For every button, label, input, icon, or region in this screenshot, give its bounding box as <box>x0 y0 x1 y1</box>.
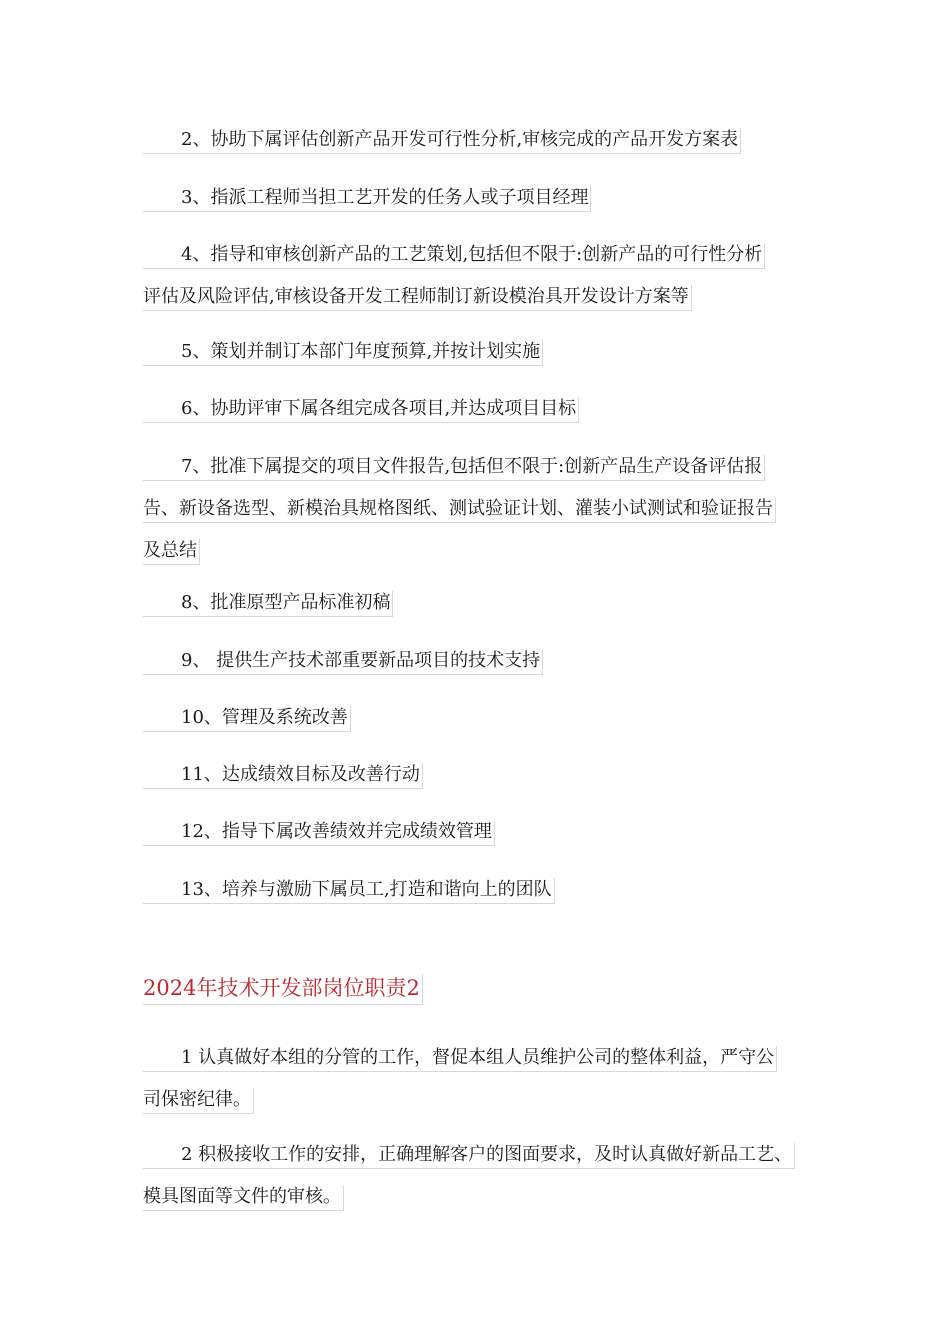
item-line: 12、指导下属改善绩效并完成绩效管理 <box>143 820 495 846</box>
item-line: 7、批准下属提交的项目文件报告,包括但不限于:创新产品生产设备评估报 <box>143 455 765 481</box>
section-item-line: 司保密纪律。 <box>143 1088 254 1114</box>
item-line: 9、 提供生产技术部重要新品项目的技术支持 <box>143 649 543 675</box>
item-line: 告、新设备选型、新模治具规格图纸、测试验证计划、灌装小试测试和验证报告 <box>143 497 776 523</box>
item-line: 3、指派工程师当担工艺开发的任务人或子项目经理 <box>143 186 591 212</box>
list-item <box>143 186 809 228</box>
item-line: 评估及风险评估,审核设备开发工程师制订新设模治具开发设计方案等 <box>143 285 692 311</box>
item-line: 及总结 <box>143 539 200 565</box>
list-item <box>143 340 809 382</box>
item-line: 8、批准原型产品标准初稿 <box>143 591 393 617</box>
item-line: 13、培养与激励下属员工,打造和谐向上的团队 <box>143 878 555 904</box>
item-line: 6、协助评审下属各组完成各项目,并达成项目目标 <box>143 397 579 423</box>
section-item <box>143 1046 809 1130</box>
item-line: 4、指导和审核创新产品的工艺策划,包括但不限于:创新产品的可行性分析 <box>143 243 765 269</box>
item-line: 10、管理及系统改善 <box>143 706 351 732</box>
section-heading-text: 2024年技术开发部岗位职责2 <box>143 974 423 1005</box>
list-item <box>143 397 809 439</box>
section-item-line: 2 积极接收工作的安排，正确理解客户的图面要求，及时认真做好新品工艺、 <box>143 1143 795 1169</box>
list-item <box>143 128 809 170</box>
list-item <box>143 706 809 748</box>
list-item <box>143 878 809 920</box>
list-item <box>143 820 809 862</box>
list-item <box>143 243 809 327</box>
section-item-line: 1 认真做好本组的分管的工作，督促本组人员维护公司的整体利益，严守公 <box>143 1046 777 1072</box>
list-item <box>143 455 809 581</box>
item-line: 5、策划并制订本部门年度预算,并按计划实施 <box>143 340 543 366</box>
item-line: 2、协助下属评估创新产品开发可行性分析,审核完成的产品开发方案表 <box>143 128 741 154</box>
list-item <box>143 591 809 633</box>
list-item <box>143 763 809 805</box>
section-item-line: 模具图面等文件的审核。 <box>143 1185 344 1211</box>
list-item <box>143 649 809 691</box>
item-line: 11、达成绩效目标及改善行动 <box>143 763 423 789</box>
section-heading <box>143 974 423 1005</box>
section-item <box>143 1143 809 1227</box>
